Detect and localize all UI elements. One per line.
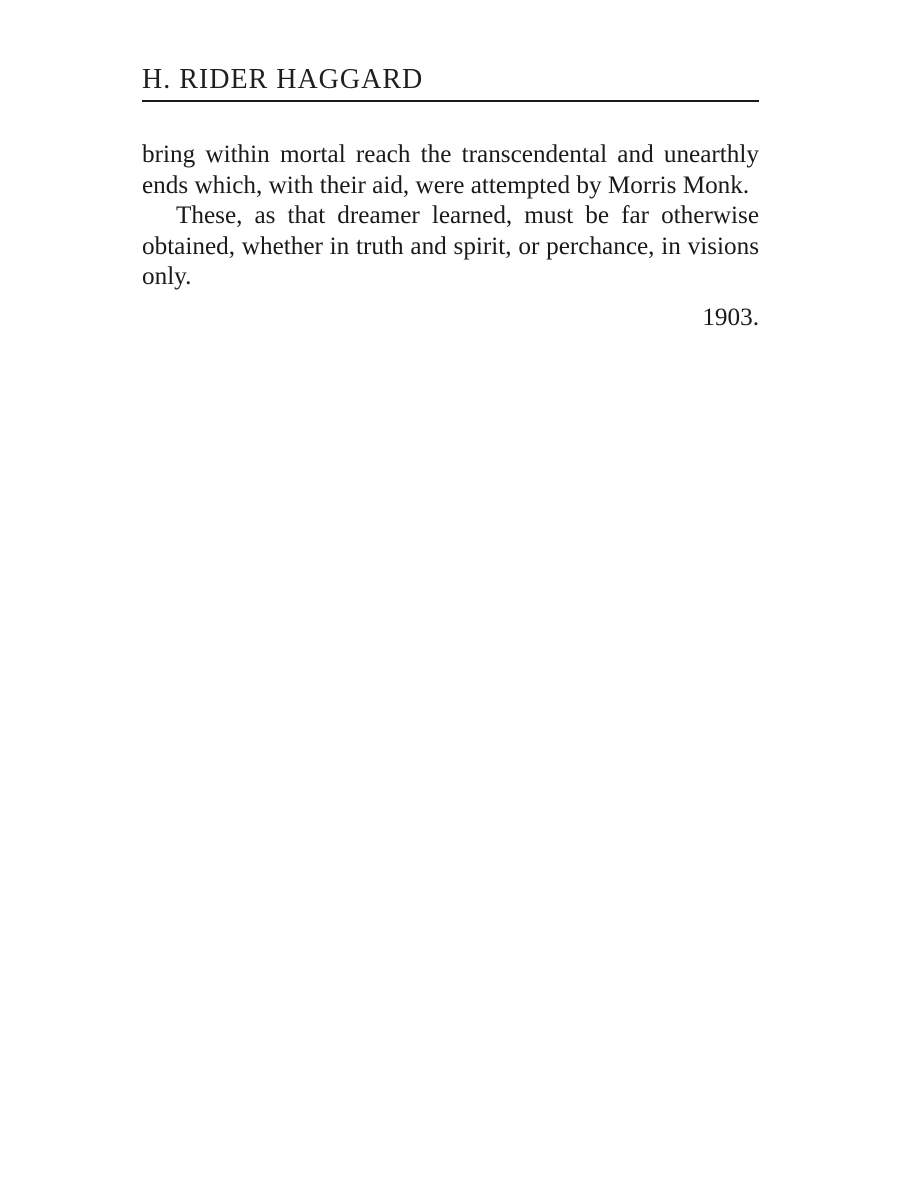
date-line: 1903. xyxy=(702,303,759,331)
running-head-author: H. RIDER HAGGARD xyxy=(142,62,759,102)
book-page xyxy=(142,62,759,333)
body-text xyxy=(142,140,759,293)
paragraph-continued: bring within mortal reach the transcendental and unearthly ends which, with their aid, were attempted by Morris Monk. xyxy=(142,141,759,199)
paragraph-closing: These, as that dreamer learned, must be far otherwise obtained, whether in truth and spirit, or perchance, in visions only. xyxy=(142,202,759,290)
